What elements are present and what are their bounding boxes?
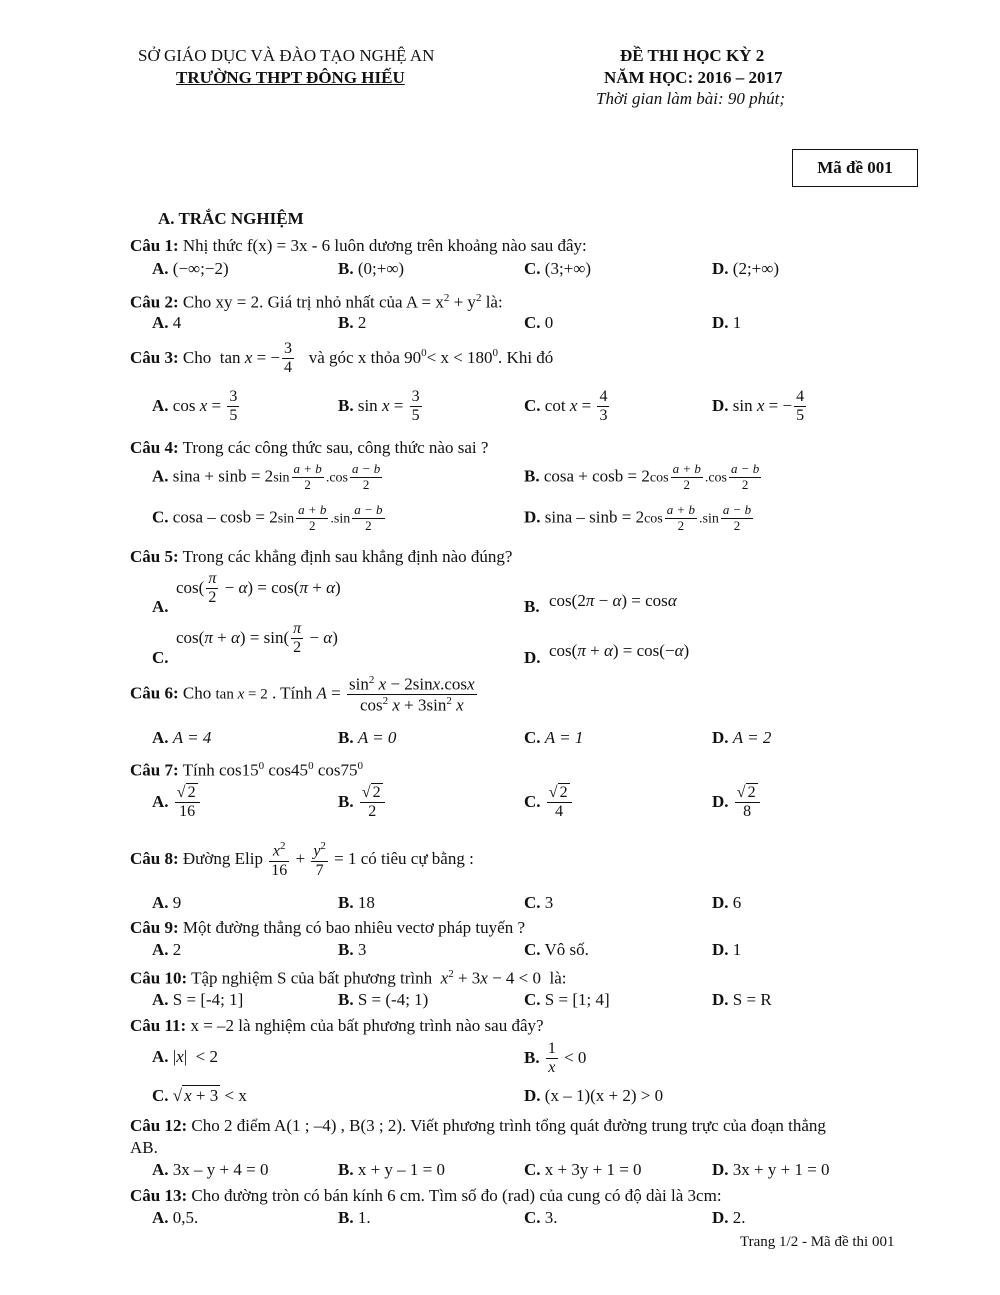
q10-option-a: A. S = [-4; 1] bbox=[152, 990, 244, 1009]
q4-option-b: B. cosa + cosb = 2cos $\frac{a + b}{2}$ .cos $\frac{a - b}{2}$ bbox=[524, 461, 760, 492]
q6-option-a: A. A = 4 bbox=[152, 728, 212, 747]
q4-option-c: C. cosa – cosb = 2sin $\frac{a + b}{2}$ .sin $\frac{a - b}{2}$ bbox=[152, 502, 383, 533]
q13-option-d: D. 2. bbox=[712, 1208, 746, 1227]
question-13: Câu 13: Cho đường tròn có bán kính 6 cm. Tìm số đo (rad) của cung có độ dài là 3cm: bbox=[130, 1186, 722, 1205]
q4-option-d: D. sina – sinb = 2cos $\frac{a + b}{2}$ .sin $\frac{a - b}{2}$ bbox=[524, 502, 752, 533]
q13-option-a: A. 0,5. bbox=[152, 1208, 199, 1227]
q6-option-b: B. A = 0 bbox=[338, 728, 397, 747]
page-footer: Trang 1/2 - Mã đề thi 001 bbox=[740, 1234, 895, 1250]
question-9: Câu 9: Một đường thẳng có bao nhiêu vectơ pháp tuyến ? bbox=[130, 918, 525, 937]
question-10: Câu 10: Tập nghiệm S của bất phương trình $x^2 + 3x - 4 < 0$ là: bbox=[130, 968, 567, 988]
q9-option-a: A. 2 bbox=[152, 940, 182, 959]
exam-duration: Thời gian làm bài: 90 phút; bbox=[596, 89, 785, 108]
q7-option-d: D. $\frac{√ 2}{8}$ bbox=[712, 784, 762, 822]
question-6: Câu 6: Cho tan x = 2 . Tính A = $\frac{\sin^2 x - 2\sin x.\cos x}{\cos^2 x + 3\sin^2 x}$ bbox=[130, 674, 475, 715]
q9-option-c: C. Vô số. bbox=[524, 940, 589, 959]
q5-option-c: cos(π + α) = sin( $\frac{\pi}{2}$ − α) bbox=[176, 620, 338, 657]
q5-label-c: C. bbox=[152, 648, 169, 667]
q8-option-c: C. 3 bbox=[524, 893, 554, 912]
q9-option-d: D. 1 bbox=[712, 940, 742, 959]
question-12: Câu 12: Cho 2 điểm A(1 ; –4) , B(3 ; 2). Viết phương trình tổng quát đường trung trực của đoạn thẳng bbox=[130, 1116, 826, 1135]
q4-option-a: A. sina + sinb = 2sin $\frac{a + b}{2}$ .cos $\frac{a - b}{2}$ bbox=[152, 461, 381, 492]
q9-option-b: B. 3 bbox=[338, 940, 367, 959]
q1-option-d: D. (2;+∞) bbox=[712, 259, 780, 278]
q10-option-c: C. S = [1; 4] bbox=[524, 990, 610, 1009]
question-11: Câu 11: x = –2 là nghiệm của bất phương trình nào sau đây? bbox=[130, 1016, 544, 1035]
q2-option-c: C. 0 bbox=[524, 313, 554, 332]
q5-option-a: cos( $\frac{\pi}{2}$ − α) = cos(π + α) bbox=[176, 570, 341, 607]
exam-title: ĐỀ THI HỌC KỲ 2 bbox=[620, 46, 765, 65]
q7-option-c: C. $\frac{√ 2}{4}$ bbox=[524, 784, 574, 822]
q7-option-a: A. $\frac{√ 2}{16}$ bbox=[152, 784, 202, 822]
q6-option-c: C. A = 1 bbox=[524, 728, 584, 747]
section-title: A. TRẮC NGHIỆM bbox=[158, 209, 304, 228]
q11-option-b: B. $\frac{1}{x}$ < 0 bbox=[524, 1040, 587, 1077]
q8-option-b: B. 18 bbox=[338, 893, 375, 912]
q12-option-a: A. 3x – y + 4 = 0 bbox=[152, 1160, 269, 1179]
q2-option-d: D. 1 bbox=[712, 313, 742, 332]
q13-option-b: B. 1. bbox=[338, 1208, 371, 1227]
q1-option-a: A. (−∞;−2) bbox=[152, 259, 229, 278]
question-8: Câu 8: Đường Elip $\frac{x^2}{16}$ + $\frac{y^2}{7}$ = 1 có tiêu cự bằng : bbox=[130, 840, 474, 879]
q13-option-c: C. 3. bbox=[524, 1208, 558, 1227]
department-name: SỞ GIÁO DỤC VÀ ĐÀO TẠO NGHỆ AN bbox=[138, 46, 435, 65]
q12-option-c: C. x + 3y + 1 = 0 bbox=[524, 1160, 642, 1179]
q8-option-a: A. 9 bbox=[152, 893, 182, 912]
q2-option-a: A. 4 bbox=[152, 313, 182, 332]
q3-option-d: D. sin x = − $\frac{4}{5}$ bbox=[712, 388, 805, 425]
q1-option-b: B. (0;+∞) bbox=[338, 259, 405, 278]
q5-label-a: A. bbox=[152, 597, 169, 616]
q5-option-b: cos(2π − α) = cosα bbox=[549, 591, 677, 610]
school-year: NĂM HỌC: 2016 – 2017 bbox=[604, 68, 783, 87]
exam-code: Mã đề 001 bbox=[817, 158, 893, 177]
q2-option-b: B. 2 bbox=[338, 313, 367, 332]
question-12-cont: AB. bbox=[130, 1138, 158, 1157]
q6-option-d: D. A = 2 bbox=[712, 728, 772, 747]
school-name: TRƯỜNG THPT ĐÔNG HIẾU bbox=[176, 68, 405, 87]
q3-option-b: B. sin x = $\frac{3}{5}$ bbox=[338, 388, 420, 425]
q11-option-c: C. √ x + 3 < x bbox=[152, 1086, 247, 1105]
q10-option-d: D. S = R bbox=[712, 990, 772, 1009]
q12-option-d: D. 3x + y + 1 = 0 bbox=[712, 1160, 830, 1179]
q3-option-a: A. cos x = $\frac{3}{5}$ bbox=[152, 388, 238, 425]
q12-option-b: B. x + y – 1 = 0 bbox=[338, 1160, 446, 1179]
exam-code-box bbox=[792, 149, 918, 187]
q1-option-c: C. (3;+∞) bbox=[524, 259, 592, 278]
question-4: Câu 4: Trong các công thức sau, công thức nào sai ? bbox=[130, 438, 489, 457]
question-1: Câu 1: Nhị thức f(x) = 3x - 6 luôn dương trên khoảng nào sau đây: bbox=[130, 236, 587, 255]
q3-option-c: C. cot x = $\frac{4}{3}$ bbox=[524, 388, 608, 425]
q5-option-d: cos(π + α) = cos(−α) bbox=[549, 641, 690, 660]
q10-option-b: B. S = (-4; 1) bbox=[338, 990, 429, 1009]
q11-option-d: D. (x – 1)(x + 2) > 0 bbox=[524, 1086, 664, 1105]
question-7: Câu 7: Tính $\cos 15^0$ $\cos 45^0$ $\cos 75^0$ bbox=[130, 760, 363, 780]
q5-label-b: B. bbox=[524, 597, 540, 616]
question-5: Câu 5: Trong các khẳng định sau khẳng định nào đúng? bbox=[130, 547, 513, 566]
q8-option-d: D. 6 bbox=[712, 893, 742, 912]
question-3: Câu 3: Cho tan x = − $\frac{3}{4}$ và góc x thỏa $90^0< x < 180^0$. Khi đó bbox=[130, 340, 554, 377]
q11-option-a: A. |x| < 2 bbox=[152, 1047, 218, 1066]
q5-label-d: D. bbox=[524, 648, 541, 667]
question-2: Câu 2: Cho xy = 2. Giá trị nhỏ nhất của $A = x^2 + y^2$ là: bbox=[130, 292, 503, 312]
q7-option-b: B. $\frac{√ 2}{2}$ bbox=[338, 784, 387, 822]
